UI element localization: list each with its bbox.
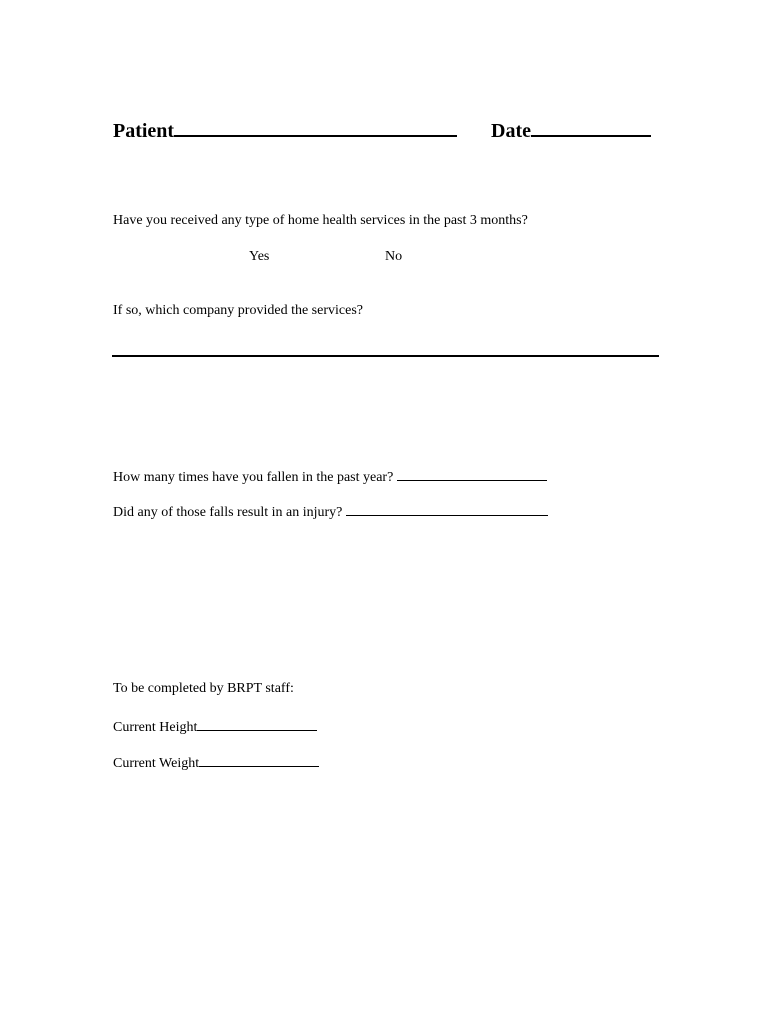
date-blank[interactable] — [531, 117, 651, 137]
option-yes[interactable]: Yes — [249, 249, 270, 264]
falls-count-blank[interactable] — [397, 466, 547, 481]
patient-blank[interactable] — [174, 117, 457, 137]
height-label: Current Height — [113, 720, 198, 735]
falls-count-question: How many times have you fallen in the past year? — [113, 470, 394, 485]
falls-injury-question: Did any of those falls result in an injury? — [113, 505, 343, 520]
falls-count-field — [113, 466, 547, 487]
weight-field — [113, 752, 319, 773]
option-no[interactable]: No — [385, 249, 403, 264]
weight-label: Current Weight — [113, 756, 200, 771]
patient-label: Patient — [113, 120, 175, 142]
date-label: Date — [491, 120, 531, 142]
falls-injury-blank[interactable] — [346, 501, 548, 516]
company-question: If so, which company provided the services? — [113, 303, 363, 318]
height-field — [113, 716, 317, 737]
falls-injury-field — [113, 501, 548, 522]
home-health-question: Have you received any type of home health services in the past 3 months? — [113, 213, 528, 228]
weight-blank[interactable] — [199, 752, 319, 767]
date-field — [491, 117, 651, 143]
height-blank[interactable] — [197, 716, 317, 731]
patient-field — [113, 117, 457, 143]
staff-heading: To be completed by BRPT staff: — [113, 681, 294, 696]
company-answer-line[interactable] — [112, 355, 659, 357]
